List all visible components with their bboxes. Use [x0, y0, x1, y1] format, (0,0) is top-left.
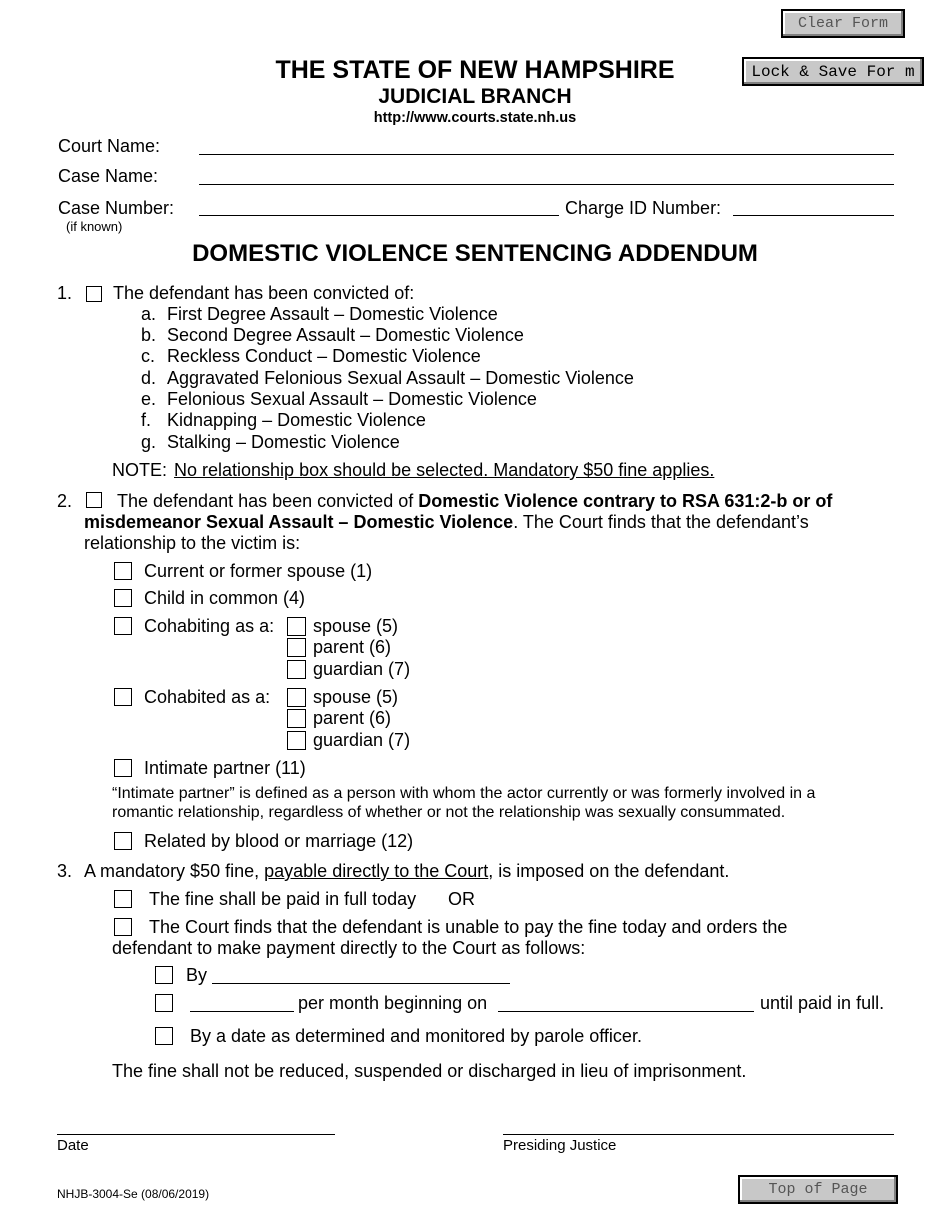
case-number-field[interactable]	[199, 215, 559, 216]
pay-by-label: By	[186, 965, 208, 985]
offense-item: First Degree Assault – Domestic Violence	[167, 304, 498, 324]
offense-letter: e.	[141, 389, 157, 409]
date-label: Date	[57, 1137, 89, 1154]
cohabiting-label: Cohabiting as a:	[144, 616, 275, 636]
offense-letter: b.	[141, 325, 157, 345]
case-name-field[interactable]	[199, 184, 894, 185]
offense-item: Aggravated Felonious Sexual Assault – Domestic Violence	[167, 368, 634, 388]
section-2-text: The defendant has been convicted of	[117, 491, 414, 511]
until-paid-label: until paid in full.	[760, 993, 885, 1013]
cohabiting-spouse-checkbox[interactable]	[287, 617, 306, 636]
cohabited-parent-label: parent (6)	[313, 708, 392, 728]
offense-letter: a.	[141, 304, 157, 324]
section-3-intro	[84, 861, 729, 882]
no-reduction-statement: The fine shall not be reduced, suspended or discharged in lieu of imprisonment.	[112, 1061, 747, 1081]
presiding-justice-label: Presiding Justice	[503, 1137, 617, 1154]
if-known-note: (if known)	[66, 219, 123, 234]
section-2-text: . The Court finds that the defendant’s	[513, 512, 809, 532]
section-2-line-1	[117, 491, 832, 512]
cohabited-spouse-checkbox[interactable]	[287, 688, 306, 707]
offense-item: Kidnapping – Domestic Violence	[167, 410, 426, 430]
offense-letter: c.	[141, 346, 156, 366]
section-3-text: , is imposed on the defendant.	[488, 861, 730, 881]
pay-by-date-field[interactable]	[212, 983, 510, 984]
cohabited-parent-checkbox[interactable]	[287, 709, 306, 728]
section-2-line-3: relationship to the victim is:	[84, 533, 301, 553]
cohabiting-spouse-label: spouse (5)	[313, 616, 399, 636]
section-2-bold-offense: misdemeanor Sexual Assault – Domestic Violence	[84, 512, 514, 532]
cohabiting-guardian-label: guardian (7)	[313, 659, 411, 679]
cohabiting-parent-label: parent (6)	[313, 637, 392, 657]
section-2-line-2	[84, 512, 809, 533]
pay-full-today-label: The fine shall be paid in full today	[149, 889, 417, 909]
cohabiting-checkbox[interactable]	[114, 617, 132, 635]
section-2-bold-statute: Domestic Violence contrary to RSA 631:2-b or of	[418, 491, 833, 511]
per-month-label: per month beginning on	[298, 993, 488, 1013]
top-of-page-button[interactable]: Top of Page	[738, 1175, 898, 1204]
cohabiting-parent-checkbox[interactable]	[287, 638, 306, 657]
form-id: NHJB-3004-Se (08/06/2019)	[57, 1187, 210, 1201]
form-title: DOMESTIC VIOLENCE SENTENCING ADDENDUM	[192, 240, 758, 267]
charge-id-label: Charge ID Number:	[565, 198, 722, 218]
case-number-label: Case Number:	[58, 198, 175, 218]
cohabited-checkbox[interactable]	[114, 688, 132, 706]
cohabited-label: Cohabited as a:	[144, 687, 271, 707]
date-signature-line[interactable]	[57, 1134, 335, 1135]
spouse-label: Current or former spouse (1)	[144, 561, 373, 581]
intimate-partner-definition-2: romantic relationship, regardless of whether or not the relationship was sexually consummated.	[112, 804, 786, 821]
offense-letter: d.	[141, 368, 157, 388]
pay-by-date-checkbox[interactable]	[155, 966, 173, 984]
child-in-common-label: Child in common (4)	[144, 588, 306, 608]
charge-id-field[interactable]	[733, 215, 894, 216]
lock-save-form-button[interactable]: Lock & Save For m	[742, 57, 924, 86]
section-3-number: 3.	[57, 861, 73, 881]
section-2-checkbox[interactable]	[86, 492, 102, 508]
clear-form-button[interactable]: Clear Form	[781, 9, 905, 38]
offense-letter: f.	[141, 410, 152, 430]
related-label: Related by blood or marriage (12)	[144, 831, 414, 851]
intimate-partner-definition-1: “Intimate partner” is defined as a person with whom the actor currently or was formerly involved in a	[112, 785, 816, 802]
case-name-label: Case Name:	[58, 166, 159, 186]
court-name-field[interactable]	[199, 154, 894, 155]
unable-to-pay-line-2: defendant to make payment directly to the Court as follows:	[112, 938, 586, 958]
unable-to-pay-checkbox[interactable]	[114, 918, 132, 936]
section-3-underlined: payable directly to the Court	[264, 861, 489, 881]
section-2-number: 2.	[57, 491, 73, 511]
section-3-text: A mandatory $50 fine,	[84, 861, 260, 881]
related-checkbox[interactable]	[114, 832, 132, 850]
offense-item: Reckless Conduct – Domestic Violence	[167, 346, 481, 366]
or-label: OR	[448, 889, 475, 909]
note-label: NOTE:	[112, 460, 168, 480]
section-1-checkbox[interactable]	[86, 286, 102, 302]
cohabited-spouse-label: spouse (5)	[313, 687, 399, 707]
unable-to-pay-line-1: The Court finds that the defendant is unable to pay the fine today and orders the	[149, 917, 788, 937]
court-url: http://www.courts.state.nh.us	[373, 110, 577, 126]
offense-letter: g.	[141, 432, 157, 452]
intimate-partner-checkbox[interactable]	[114, 759, 132, 777]
presiding-justice-signature-line[interactable]	[503, 1134, 894, 1135]
offense-item: Second Degree Assault – Domestic Violence	[167, 325, 524, 345]
child-in-common-checkbox[interactable]	[114, 589, 132, 607]
section-1-number: 1.	[57, 283, 73, 303]
offense-item: Stalking – Domestic Violence	[167, 432, 400, 452]
cohabiting-guardian-checkbox[interactable]	[287, 660, 306, 679]
spouse-checkbox[interactable]	[114, 562, 132, 580]
branch-title: JUDICIAL BRANCH	[378, 85, 572, 108]
cohabited-guardian-label: guardian (7)	[313, 730, 411, 750]
offense-item: Felonious Sexual Assault – Domestic Violence	[167, 389, 537, 409]
section-1-intro: The defendant has been convicted of:	[113, 283, 415, 303]
parole-officer-label: By a date as determined and monitored by parole officer.	[190, 1026, 642, 1046]
monthly-payment-checkbox[interactable]	[155, 994, 173, 1012]
parole-officer-checkbox[interactable]	[155, 1027, 173, 1045]
cohabited-guardian-checkbox[interactable]	[287, 731, 306, 750]
court-name-label: Court Name:	[58, 136, 161, 156]
monthly-amount-field[interactable]	[190, 1011, 294, 1012]
note-text: No relationship box should be selected. Mandatory $50 fine applies.	[174, 460, 715, 480]
state-title: THE STATE OF NEW HAMPSHIRE	[275, 56, 675, 84]
monthly-start-date-field[interactable]	[498, 1011, 754, 1012]
intimate-partner-label: Intimate partner (11)	[144, 758, 306, 778]
pay-full-today-checkbox[interactable]	[114, 890, 132, 908]
